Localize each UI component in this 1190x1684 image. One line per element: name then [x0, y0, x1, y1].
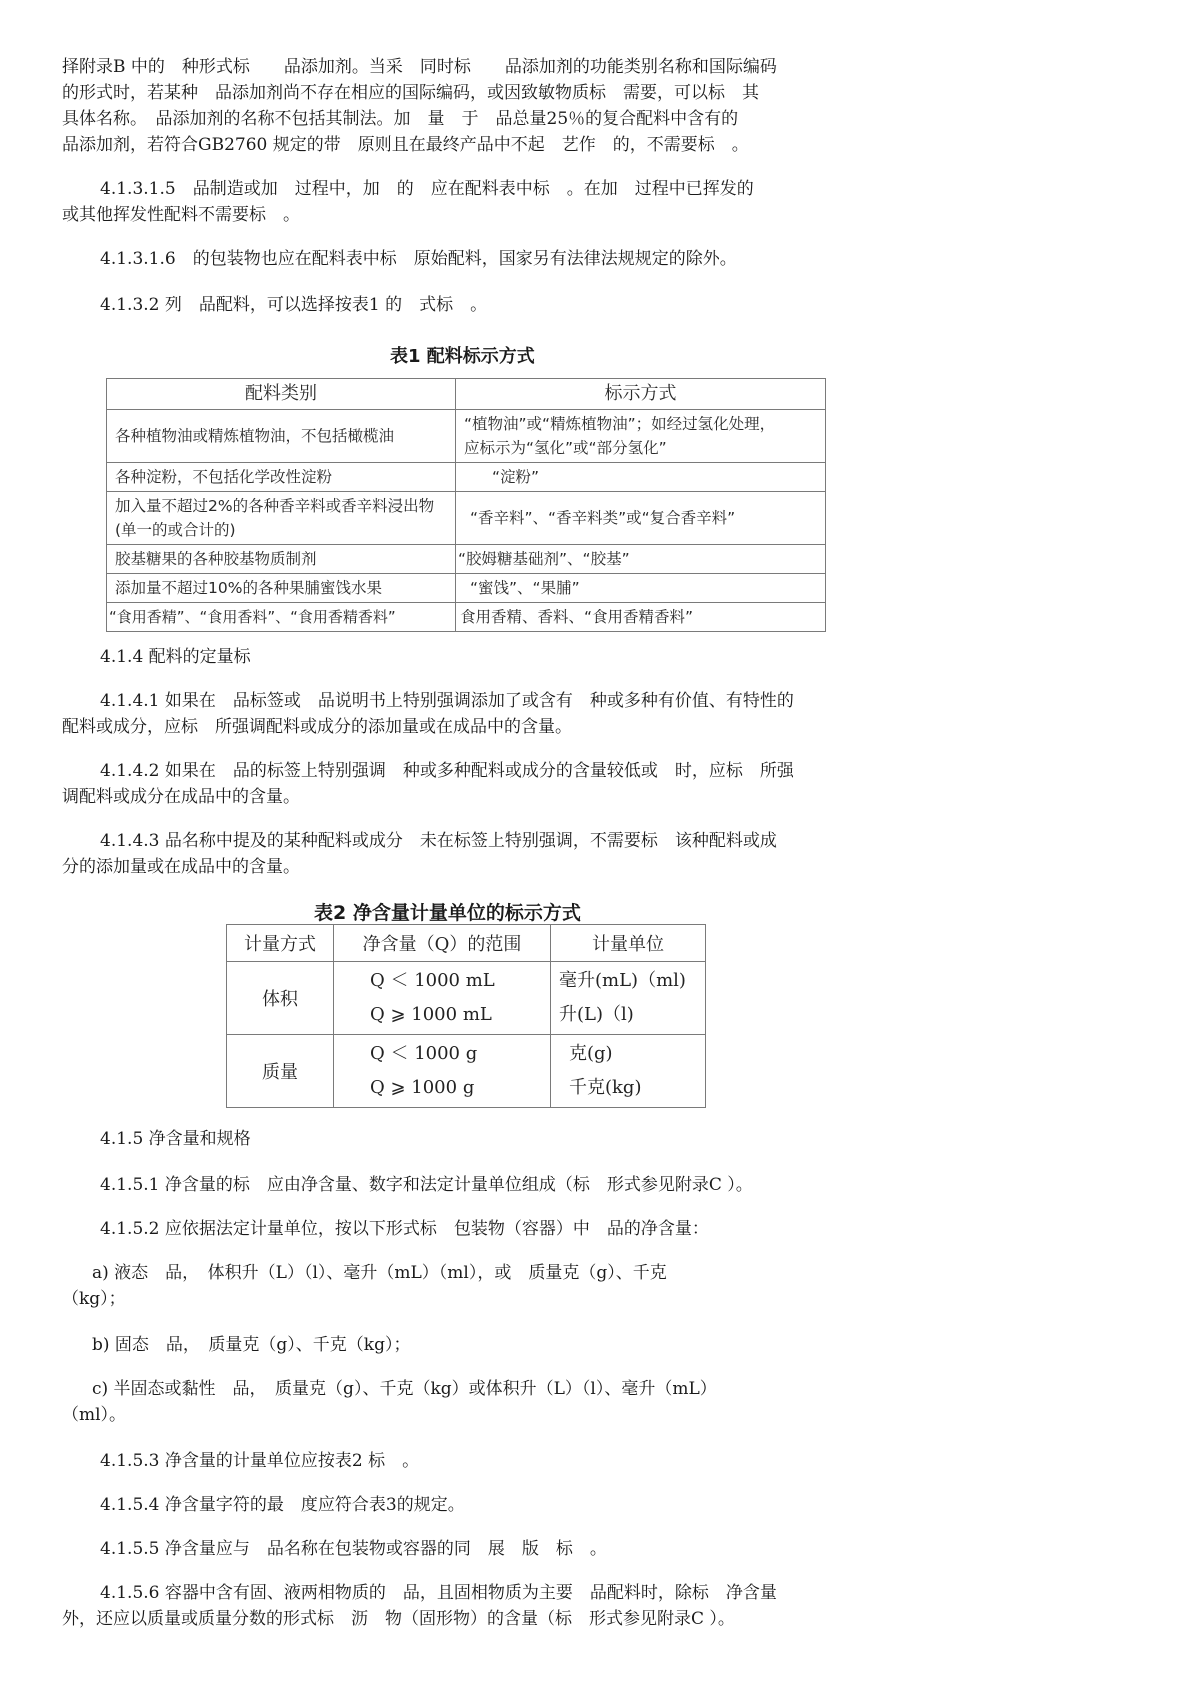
table1-cell-label: “香辛料”、“香辛料类”或“复合香辛料” [456, 492, 826, 545]
paragraph-line: 具体名称。 品添加剂的名称不包括其制法。加 量 于 品总量25％的复合配料中含有的 [62, 109, 739, 129]
clause-4-1-4-3: 4.1.4.3 品名称中提及的某种配料或成分 未在标签上特别强调，不需要标 该种配料或成 [100, 831, 777, 851]
table2-cell-unit [551, 962, 706, 1035]
table2-header-range: 净含量（Q）的范围 [334, 925, 551, 962]
table-row [227, 962, 706, 1035]
table1-cell-label: “胶姆糖基础剂”、“胶基” [456, 545, 826, 574]
clause-4-1-4: 4.1.4 配料的定量标 [100, 647, 251, 667]
clause-4-1-4-2: 4.1.4.2 如果在 品的标签上特别强调 种或多种配料或成分的含量较低或 时，应标 所强 [100, 761, 794, 781]
clause-4-1-5: 4.1.5 净含量和规格 [100, 1129, 251, 1149]
table-row [107, 410, 826, 463]
paragraph-line: 择附录B 中的 种形式标 品添加剂。当采 同时标 品添加剂的功能类别名称和国际编码 [62, 57, 777, 77]
table-row [107, 603, 826, 632]
table2-unit-value: 千克(kg) [569, 1077, 642, 1098]
table1-cell-category: 加入量不超过2%的各种香辛料或香辛料浸出物(单一的或合计的) [107, 492, 456, 545]
list-item-b: b) 固态 品， 质量克（g）、千克（kg）； [92, 1335, 411, 1355]
table2-unit-value: 克(g) [569, 1043, 613, 1064]
clause-4-1-4-1: 4.1.4.1 如果在 品标签或 品说明书上特别强调添加了或含有 种或多种有价值、有特性的 [100, 691, 794, 711]
list-item-c: c) 半固态或黏性 品， 质量克（g）、千克（kg）或体积升（L）（l）、毫升（mL） [92, 1379, 717, 1399]
table2-cell-range [334, 1035, 551, 1108]
paragraph-line: 配料或成分，应标 所强调配料或成分的添加量或在成品中的含量。 [62, 717, 572, 737]
table1-cell-category: 添加量不超过10%的各种果脯蜜饯水果 [107, 574, 456, 603]
table2-range-value: Q ⩾ 1000 mL [370, 1004, 492, 1025]
table-header-row [227, 925, 706, 962]
table2-header-unit: 计量单位 [551, 925, 706, 962]
clause-4-1-5-3: 4.1.5.3 净含量的计量单位应按表2 标 。 [100, 1451, 420, 1471]
table1-cell-category: 各种植物油或精炼植物油，不包括橄榄油 [107, 410, 456, 463]
table1-cell-label-line: 应标示为“氢化”或“部分氢化” [464, 439, 667, 457]
clause-4-1-3-2: 4.1.3.2 列 品配料，可以选择按表1 的 式标 。 [100, 295, 488, 315]
table1-cell-category: 各种淀粉，不包括化学改性淀粉 [107, 463, 456, 492]
paragraph-line: 或其他挥发性配料不需要标 。 [62, 205, 300, 225]
table-header-row [107, 379, 826, 410]
table1-cell-label: “淀粉” [456, 463, 826, 492]
paragraph-line: 调配料或成分在成品中的含量。 [62, 787, 300, 807]
table1-cell-label [456, 410, 826, 463]
clause-4-1-5-4: 4.1.5.4 净含量字符的最 度应符合表3的规定。 [100, 1495, 465, 1515]
table-row [107, 574, 826, 603]
clause-4-1-5-6: 4.1.5.6 容器中含有固、液两相物质的 品，且固相物质为主要 品配料时，除标 净含量 [100, 1583, 777, 1603]
table2-range-value: Q ⩾ 1000 g [370, 1077, 475, 1098]
paragraph-line: （ml）。 [62, 1405, 127, 1425]
table2-cell-range [334, 962, 551, 1035]
table2-title: 表2 净含量计量单位的标示方式 [314, 902, 581, 924]
table1-cell-label: 食用香精、香料、“食用香精香料” [456, 603, 826, 632]
table2-unit-value: 毫升(mL)（ml) [559, 970, 686, 991]
table2-unit-value: 升(L)（l) [559, 1004, 634, 1025]
table1-cell-category: 胶基糖果的各种胶基物质制剂 [107, 545, 456, 574]
clause-4-1-5-2: 4.1.5.2 应依据法定计量单位，按以下形式标 包装物（容器）中 品的净含量： [100, 1219, 709, 1239]
table2-header-mode: 计量方式 [227, 925, 334, 962]
list-item-a: a) 液态 品， 体积升（L）（l）、毫升（mL）（ml），或 质量克（g）、千克 [92, 1263, 667, 1283]
paragraph-line: 品添加剂，若符合GB2760 规定的带 原则且在最终产品中不起 艺作 的，不需要标 。 [62, 135, 749, 155]
paragraph-line: 的形式时，若某种 品添加剂尚不存在相应的国际编码，或因致敏物质标 需要，可以标 其 [62, 83, 759, 103]
paragraph-line: （kg）； [62, 1289, 126, 1309]
paragraph-line: 分的添加量或在成品中的含量。 [62, 857, 300, 877]
table1-cell-label: “蜜饯”、“果脯” [456, 574, 826, 603]
table2-cell-unit [551, 1035, 706, 1108]
clause-4-1-3-1-5: 4.1.3.1.5 品制造或加 过程中，加 的 应在配料表中标 。在加 过程中已挥发的 [100, 179, 754, 199]
table1-cell-category: “食用香精”、“食用香料”、“食用香精香料” [107, 603, 456, 632]
table2-cell-mode: 质量 [227, 1035, 334, 1108]
clause-4-1-5-5: 4.1.5.5 净含量应与 品名称在包装物或容器的同 展 版 标 。 [100, 1539, 607, 1559]
table2-cell-mode: 体积 [227, 962, 334, 1035]
table1 [106, 378, 826, 632]
table-row [107, 463, 826, 492]
table1-title: 表1 配料标示方式 [390, 346, 535, 367]
clause-4-1-5-1: 4.1.5.1 净含量的标 应由净含量、数字和法定计量单位组成（标 形式参见附录C ）。 [100, 1175, 753, 1195]
table-row [227, 1035, 706, 1108]
table2-range-value: Q ＜ 1000 g [370, 1043, 478, 1064]
table2 [226, 924, 706, 1108]
table-row [107, 492, 826, 545]
table1-header-category: 配料类别 [107, 379, 456, 410]
clause-4-1-3-1-6: 4.1.3.1.6 的包装物也应在配料表中标 原始配料，国家另有法律法规规定的除外。 [100, 249, 737, 269]
paragraph-line: 外，还应以质量或质量分数的形式标 沥 物（固形物）的含量（标 形式参见附录C ）。 [62, 1609, 735, 1629]
table2-range-value: Q ＜ 1000 mL [370, 970, 495, 991]
table-row [107, 545, 826, 574]
table1-cell-label-line: “植物油”或“精炼植物油”；如经过氢化处理， [464, 415, 776, 433]
table1-header-label: 标示方式 [456, 379, 826, 410]
